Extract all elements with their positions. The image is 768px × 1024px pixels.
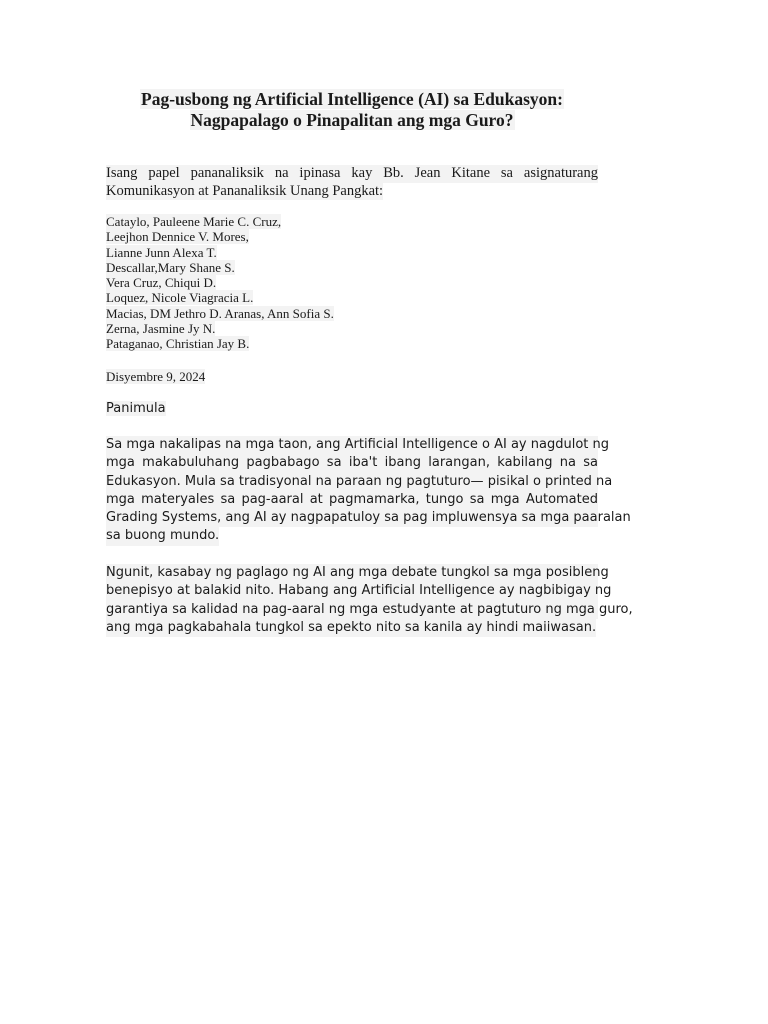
paragraph-line: mga makabuluhang pagbabago sa iba't ibang larangan, kabilang na sa xyxy=(106,454,598,472)
author-item: Loquez, Nicole Viagracia L. xyxy=(106,290,254,306)
author-item: Zerna, Jasmine Jy N. xyxy=(106,321,216,337)
author-list xyxy=(106,214,506,352)
paragraph-line: Sa mga nakalipas na mga taon, ang Artificial Intelligence o AI ay nagdulot ng xyxy=(106,436,598,454)
author-item: Cataylo, Pauleene Marie C. Cruz, xyxy=(106,214,282,229)
paragraph-line: mga materyales sa pag-aaral at pagmamarka, tungo sa mga Automated xyxy=(106,491,598,509)
submission-line-1: Isang papel pananaliksik na ipinasa kay Bb. Jean Kitane sa asignaturang xyxy=(106,165,598,181)
section-heading-text: Panimula xyxy=(106,401,166,416)
paragraph-debate xyxy=(106,564,633,637)
title-line-2: Nagpapalago o Pinapalitan ang mga Guro? xyxy=(190,110,514,130)
date-text: Disyembre 9, 2024 xyxy=(106,369,206,384)
paragraph-introduction xyxy=(106,436,631,546)
document-title xyxy=(106,89,598,131)
author-item: Pataganao, Christian Jay B. xyxy=(106,336,250,352)
paragraph-line: Ngunit, kasabay ng paglago ng AI ang mga debate tungkol sa mga posibleng xyxy=(106,564,598,582)
paragraph-line: benepisyo at balakid nito. Habang ang Artificial Intelligence ay nagbibigay ng xyxy=(106,582,598,600)
paragraph-line: garantiya sa kalidad na pag-aaral ng mga estudyante at pagtuturo ng mga guro, xyxy=(106,601,598,619)
author-item: Descallar,Mary Shane S. xyxy=(106,259,235,275)
author-item: Macias, DM Jethro D. Aranas, Ann Sofia S. xyxy=(106,305,334,321)
author-item: Lianne Junn Alexa T. xyxy=(106,244,217,260)
section-heading xyxy=(106,400,166,418)
document-date xyxy=(106,369,205,384)
author-item: Leejhon Dennice V. Mores, xyxy=(106,229,249,245)
submission-line-2: Komunikasyon at Pananaliksik Unang Pangkat: xyxy=(106,182,384,199)
title-line-1: Pag-usbong ng Artificial Intelligence (AI) sa Edukasyon: xyxy=(141,89,563,109)
author-item: Vera Cruz, Chiqui D. xyxy=(106,275,217,291)
paragraph-line: sa buong mundo. xyxy=(106,527,219,545)
paragraph-line: Edukasyon. Mula sa tradisyonal na paraan ng pagtuturo— pisikal o printed na xyxy=(106,473,598,491)
paragraph-line: ang mga pagkabahala tungkol sa epekto nito sa kanila ay hindi maiiwasan. xyxy=(106,619,596,637)
paragraph-line: Grading Systems, ang AI ay nagpapatuloy sa pag impluwensya sa mga paaralan xyxy=(106,509,598,527)
submission-statement xyxy=(106,165,598,200)
